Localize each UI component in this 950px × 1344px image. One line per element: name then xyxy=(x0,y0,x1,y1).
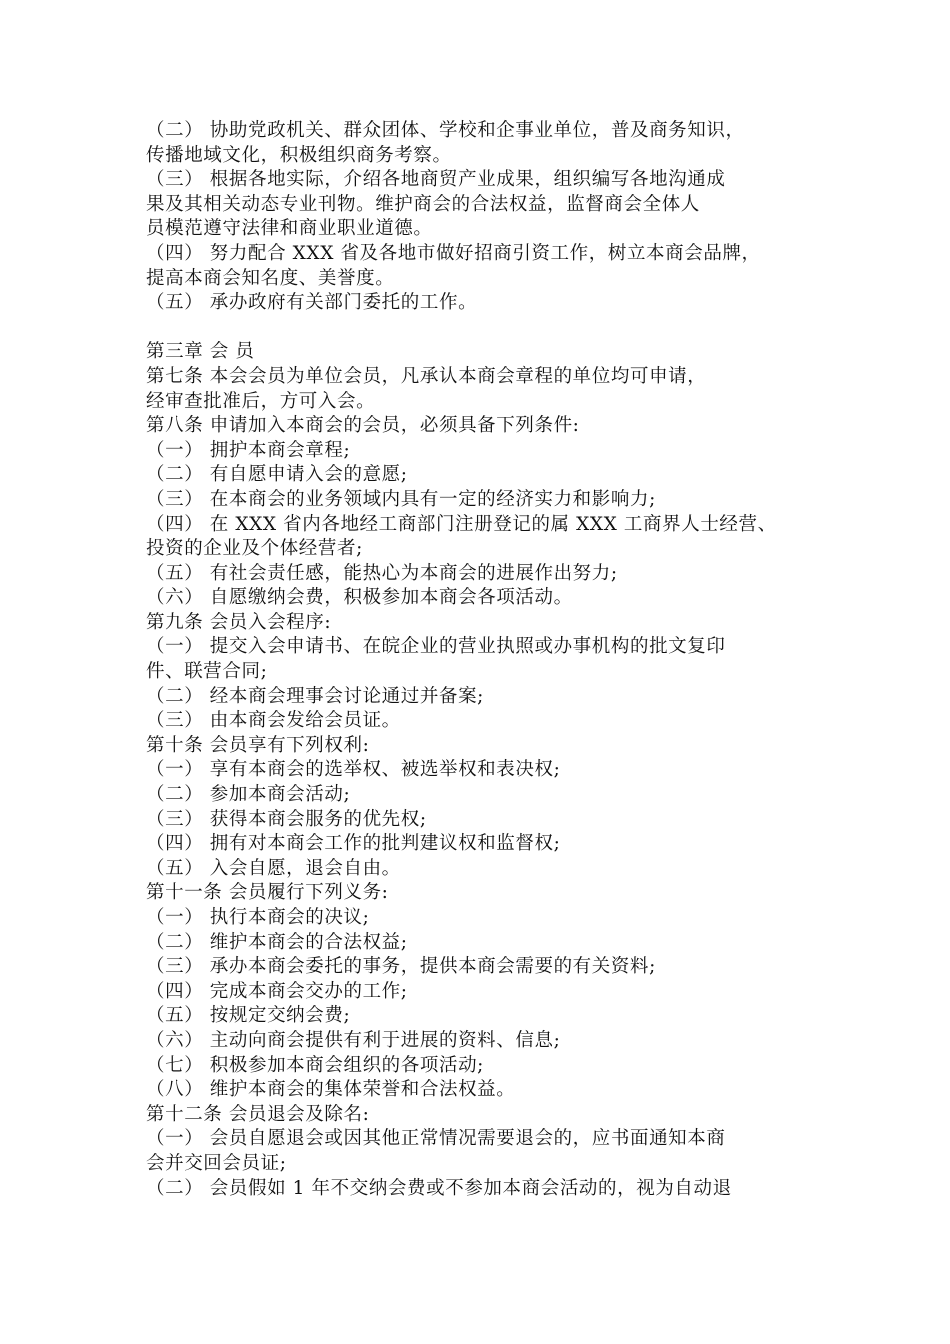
text-line: （一） 会员自愿退会或因其他正常情况需要退会的，应书面通知本商 xyxy=(146,1128,726,1150)
text-line: （四） 完成本商会交办的工作; xyxy=(146,980,408,1002)
text-line: （四） 在 XXX 省内各地经工商部门注册登记的属 XXX 工商界人士经营、 xyxy=(146,513,777,535)
text-line: （二） 有自愿申请入会的意愿; xyxy=(146,464,408,486)
text-line: （二） 维护本商会的合法权益; xyxy=(146,931,408,953)
text-line: （五） 入会自愿，退会自由。 xyxy=(146,857,401,879)
text-line: （五） 按规定交纳会费; xyxy=(146,1005,351,1027)
text-line: （二） 经本商会理事会讨论通过并备案; xyxy=(146,685,485,707)
text-line: （四） 拥有对本商会工作的批判建议权和监督权; xyxy=(146,833,561,855)
text-line: （三） 由本商会发给会员证。 xyxy=(146,710,401,732)
text-line: 经审查批准后，方可入会。 xyxy=(146,390,376,412)
text-line: （七） 积极参加本商会组织的各项活动; xyxy=(146,1054,485,1076)
text-line: （二） 会员假如 1 年不交纳会费或不参加本商会活动的，视为自动退 xyxy=(146,1177,732,1199)
text-line: （三） 在本商会的业务领域内具有一定的经济实力和影响力; xyxy=(146,488,656,510)
text-line: （一） 拥护本商会章程; xyxy=(146,439,351,461)
text-line: （六） 自愿缴纳会费，积极参加本商会各项活动。 xyxy=(146,587,573,609)
text-line: （一） 提交入会申请书、在皖企业的营业执照或办事机构的批文复印 xyxy=(146,636,726,658)
text-line: 提高本商会知名度、美誉度。 xyxy=(146,267,395,289)
text-line: （八） 维护本商会的集体荣誉和合法权益。 xyxy=(146,1079,516,1101)
blank-line xyxy=(146,316,836,341)
text-line: 投资的企业及个体经营者; xyxy=(146,538,363,560)
document-body xyxy=(146,119,836,1201)
text-line: （一） 享有本商会的选举权、被选举权和表决权; xyxy=(146,759,561,781)
text-line: （二） 协助党政机关、群众团体、学校和企事业单位，普及商务知识， xyxy=(146,120,745,141)
text-line: 员模范遵守法律和商业职业道德。 xyxy=(146,218,433,240)
text-line: 件、联营合同; xyxy=(146,661,268,683)
text-line: （三） 承办本商会委托的事务，提供本商会需要的有关资料; xyxy=(146,956,656,978)
text-line: （三） 获得本商会服务的优先权; xyxy=(146,808,427,830)
text-line: 果及其相关动态专业刊物。维护商会的合法权益，监督商会全体人 xyxy=(146,193,700,215)
text-line: 第九条 会员入会程序: xyxy=(146,611,332,633)
text-line: （六） 主动向商会提供有利于进展的资料、信息; xyxy=(146,1029,561,1051)
text-line: 第十条 会员享有下列权利: xyxy=(146,734,370,756)
text-line: （二） 参加本商会活动; xyxy=(146,784,351,806)
text-line: 第七条 本会会员为单位会员，凡承认本商会章程的单位均可申请， xyxy=(146,365,707,387)
text-line: 第八条 申请加入本商会的会员，必须具备下列条件: xyxy=(146,415,580,437)
text-line: （四） 努力配合 XXX 省及各地市做好招商引资工作，树立本商会品牌， xyxy=(146,242,761,264)
text-line: （三） 根据各地实际，介绍各地商贸产业成果，组织编写各地沟通成 xyxy=(146,169,726,191)
text-line: 第三章 会 员 xyxy=(146,341,255,363)
text-line: 传播地域文化，积极组织商务考察。 xyxy=(146,144,452,166)
text-line: 第十一条 会员履行下列义务: xyxy=(146,882,389,904)
text-line: 第十二条 会员退会及除名: xyxy=(146,1103,370,1125)
text-line: 会并交回会员证; xyxy=(146,1152,287,1174)
text-line: （一） 执行本商会的决议; xyxy=(146,907,370,928)
text-line: （五） 有社会责任感，能热心为本商会的进展作出努力; xyxy=(146,562,618,584)
text-line: （五） 承办政府有关部门委托的工作。 xyxy=(146,292,478,314)
